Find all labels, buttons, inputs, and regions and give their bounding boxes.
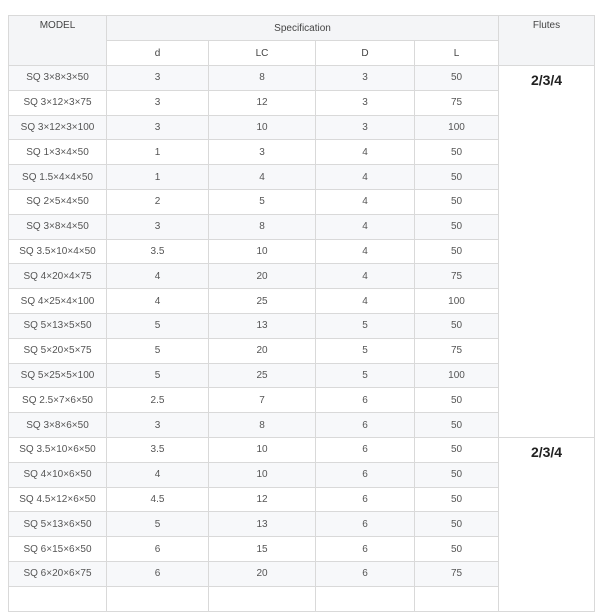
spec-cell-d-upper: 4	[316, 264, 415, 289]
spec-cell-lc: 10	[209, 437, 316, 462]
spec-cell-l: 50	[415, 313, 499, 338]
model-cell: SQ 3×8×4×50	[9, 214, 107, 239]
spec-table-container	[8, 15, 594, 612]
spec-cell-l: 50	[415, 413, 499, 438]
spec-cell-d-upper: 4	[316, 239, 415, 264]
spec-cell-lc: 20	[209, 264, 316, 289]
spec-cell-d: 3	[107, 66, 209, 91]
header-L: L	[415, 41, 499, 66]
header-flutes: Flutes	[499, 16, 595, 66]
spec-cell-d-upper: 4	[316, 289, 415, 314]
spec-cell-l: 50	[415, 512, 499, 537]
spec-cell-d-upper: 6	[316, 561, 415, 586]
spec-cell-lc: 8	[209, 66, 316, 91]
spec-cell-l: 100	[415, 115, 499, 140]
spec-cell-l: 50	[415, 189, 499, 214]
spec-cell-lc: 10	[209, 115, 316, 140]
spec-cell-d: 5	[107, 512, 209, 537]
model-cell: SQ 3.5×10×6×50	[9, 437, 107, 462]
spec-cell-lc: 25	[209, 289, 316, 314]
spec-cell-d-upper: 6	[316, 512, 415, 537]
table-header	[9, 16, 595, 66]
header-D: D	[316, 41, 415, 66]
spec-cell-d: 4	[107, 462, 209, 487]
spec-cell-d-upper: 3	[316, 115, 415, 140]
spec-cell-d: 2.5	[107, 388, 209, 413]
spec-cell-d: 3	[107, 115, 209, 140]
spec-cell-l: 100	[415, 289, 499, 314]
spec-cell-d: 6	[107, 537, 209, 562]
header-d: d	[107, 41, 209, 66]
model-cell: SQ 4×20×4×75	[9, 264, 107, 289]
table-row	[9, 437, 595, 462]
spec-cell-l: 50	[415, 66, 499, 91]
spec-cell-lc: 12	[209, 487, 316, 512]
header-lc: LC	[209, 41, 316, 66]
header-model: MODEL	[9, 16, 107, 66]
spec-cell-lc: 15	[209, 537, 316, 562]
flutes-cell: 2/3/4	[499, 437, 595, 611]
spec-cell-d: 1	[107, 165, 209, 190]
model-cell: SQ 1.5×4×4×50	[9, 165, 107, 190]
spec-cell-l: 75	[415, 90, 499, 115]
header-specification: Specification	[107, 16, 499, 41]
spec-cell-d	[107, 586, 209, 611]
spec-cell-d: 5	[107, 338, 209, 363]
spec-cell-d: 3	[107, 413, 209, 438]
spec-cell-lc: 13	[209, 313, 316, 338]
spec-cell-d: 3	[107, 90, 209, 115]
model-cell: SQ 1×3×4×50	[9, 140, 107, 165]
model-cell: SQ 5×25×5×100	[9, 363, 107, 388]
spec-cell-l: 75	[415, 338, 499, 363]
model-cell: SQ 5×13×5×50	[9, 313, 107, 338]
model-cell: SQ 3×8×3×50	[9, 66, 107, 91]
spec-cell-l: 50	[415, 165, 499, 190]
spec-cell-l: 50	[415, 437, 499, 462]
spec-table	[8, 15, 595, 612]
model-cell: SQ 2×5×4×50	[9, 189, 107, 214]
table-row	[9, 66, 595, 91]
spec-cell-d-upper: 6	[316, 388, 415, 413]
spec-cell-d-upper: 4	[316, 140, 415, 165]
spec-cell-d-upper: 6	[316, 537, 415, 562]
spec-cell-d: 3	[107, 214, 209, 239]
model-cell: SQ 6×20×6×75	[9, 561, 107, 586]
spec-cell-l	[415, 586, 499, 611]
spec-cell-d-upper: 5	[316, 363, 415, 388]
spec-cell-l: 50	[415, 214, 499, 239]
model-cell: SQ 5×13×6×50	[9, 512, 107, 537]
model-cell: SQ 2.5×7×6×50	[9, 388, 107, 413]
spec-cell-d-upper: 3	[316, 66, 415, 91]
spec-cell-d: 1	[107, 140, 209, 165]
model-cell: SQ 4.5×12×6×50	[9, 487, 107, 512]
spec-cell-d-upper: 5	[316, 338, 415, 363]
model-cell: SQ 3×12×3×100	[9, 115, 107, 140]
spec-cell-d-upper: 3	[316, 90, 415, 115]
model-cell: SQ 3×8×6×50	[9, 413, 107, 438]
spec-cell-lc	[209, 586, 316, 611]
spec-cell-d: 6	[107, 561, 209, 586]
spec-cell-d: 5	[107, 313, 209, 338]
spec-cell-l: 50	[415, 462, 499, 487]
spec-cell-l: 50	[415, 140, 499, 165]
model-cell: SQ 4×10×6×50	[9, 462, 107, 487]
table-body	[9, 66, 595, 612]
spec-cell-l: 100	[415, 363, 499, 388]
spec-cell-l: 75	[415, 264, 499, 289]
spec-cell-d: 4	[107, 289, 209, 314]
model-cell: SQ 6×15×6×50	[9, 537, 107, 562]
spec-cell-lc: 10	[209, 462, 316, 487]
spec-cell-lc: 10	[209, 239, 316, 264]
spec-cell-d-upper: 6	[316, 437, 415, 462]
spec-cell-l: 50	[415, 487, 499, 512]
spec-cell-lc: 4	[209, 165, 316, 190]
spec-cell-lc: 12	[209, 90, 316, 115]
spec-cell-lc: 3	[209, 140, 316, 165]
spec-cell-d: 5	[107, 363, 209, 388]
spec-cell-lc: 5	[209, 189, 316, 214]
spec-cell-d: 4.5	[107, 487, 209, 512]
spec-cell-lc: 8	[209, 214, 316, 239]
model-cell: SQ 5×20×5×75	[9, 338, 107, 363]
spec-cell-lc: 13	[209, 512, 316, 537]
spec-cell-l: 50	[415, 537, 499, 562]
spec-cell-lc: 20	[209, 561, 316, 586]
model-cell	[9, 586, 107, 611]
model-cell: SQ 3.5×10×4×50	[9, 239, 107, 264]
spec-cell-d: 3.5	[107, 239, 209, 264]
spec-cell-lc: 8	[209, 413, 316, 438]
spec-cell-lc: 25	[209, 363, 316, 388]
spec-cell-lc: 20	[209, 338, 316, 363]
spec-cell-lc: 7	[209, 388, 316, 413]
spec-cell-l: 75	[415, 561, 499, 586]
spec-cell-d: 3.5	[107, 437, 209, 462]
model-cell: SQ 3×12×3×75	[9, 90, 107, 115]
spec-cell-d: 4	[107, 264, 209, 289]
spec-cell-d: 2	[107, 189, 209, 214]
spec-cell-l: 50	[415, 388, 499, 413]
model-cell: SQ 4×25×4×100	[9, 289, 107, 314]
spec-cell-d-upper: 4	[316, 214, 415, 239]
flutes-cell: 2/3/4	[499, 66, 595, 438]
spec-cell-d-upper: 6	[316, 413, 415, 438]
spec-cell-d-upper	[316, 586, 415, 611]
spec-cell-d-upper: 4	[316, 189, 415, 214]
spec-cell-d-upper: 6	[316, 487, 415, 512]
spec-cell-d-upper: 4	[316, 165, 415, 190]
spec-cell-d-upper: 5	[316, 313, 415, 338]
spec-cell-l: 50	[415, 239, 499, 264]
spec-cell-d-upper: 6	[316, 462, 415, 487]
